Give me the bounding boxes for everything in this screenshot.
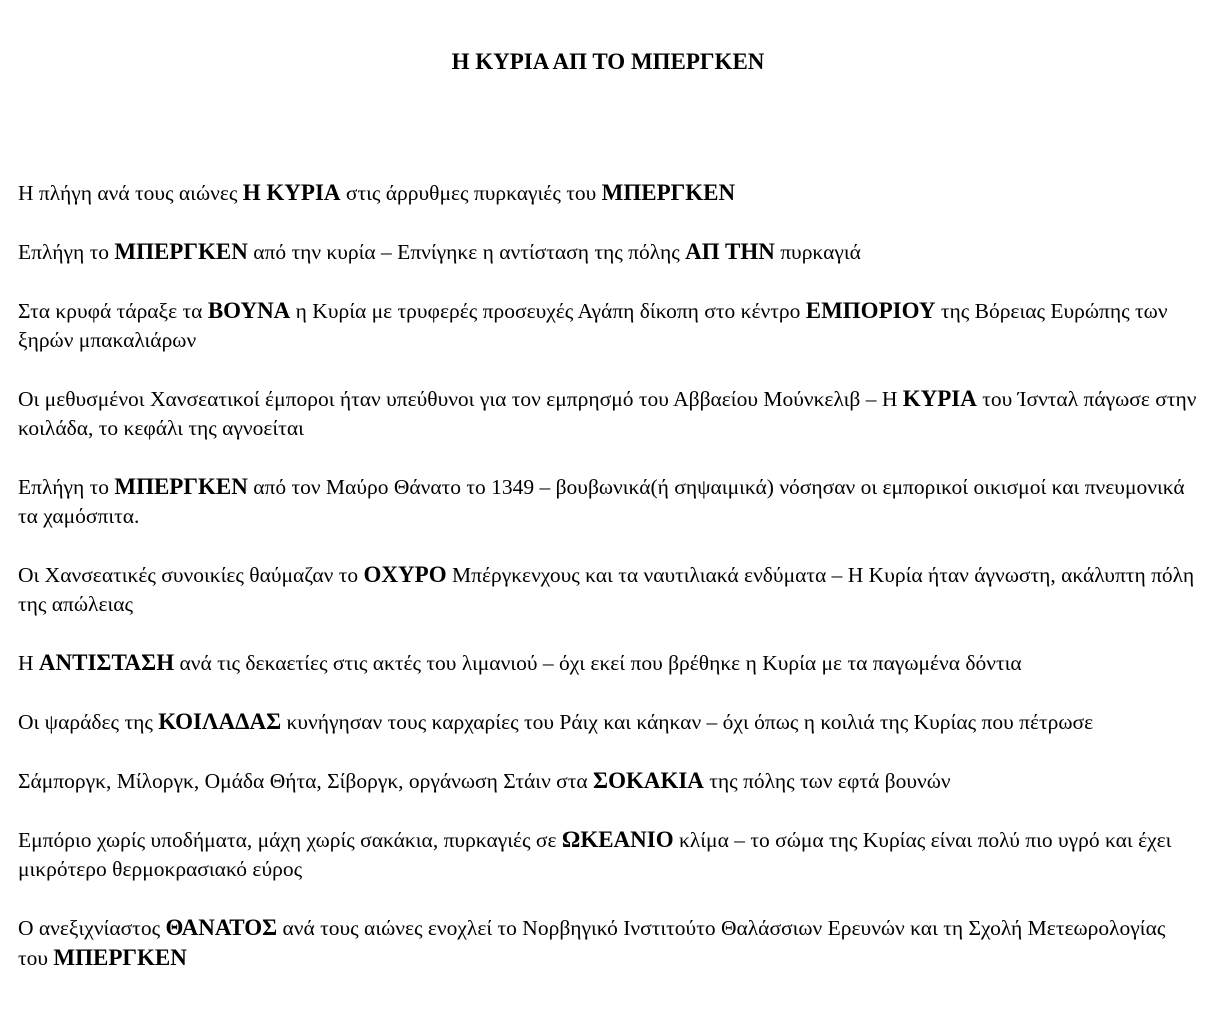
- text-run: Οι Χανσεατικές συνοικίες θαύμαζαν το: [18, 563, 364, 587]
- text-run: Ο ανεξιχνίαστος: [18, 916, 166, 940]
- text-run: Οι ψαράδες της: [18, 710, 159, 734]
- text-run: από την κυρία – Επνίγηκε η αντίσταση της πόλης: [247, 240, 686, 264]
- bold-keyword: ΕΜΠΟΡΙΟΥ: [805, 298, 936, 323]
- text-run: ανά τους αιώνες ενοχλεί το Νορβηγικό Ινστιτούτο Θαλάσσιων Ερευνών και τη Σχολή Μετεωρολογίας του: [18, 916, 1166, 970]
- text-run: πυρκαγιά: [774, 240, 861, 264]
- paragraph: [18, 707, 1200, 737]
- bold-keyword: ΜΠΕΡΓΚΕΝ: [53, 945, 187, 970]
- text-run: Μπέργκενχους και τα ναυτιλιακά ενδύματα – Η Κυρία ήταν άγνωστη, ακάλυπτη πόλη της απώλειας: [18, 563, 1195, 616]
- bold-keyword: ΟΧΥΡΟ: [363, 562, 447, 587]
- bold-keyword: ΘΑΝΑΤΟΣ: [165, 915, 278, 940]
- text-run: της Βόρειας Ευρώπης των ξηρών μπακαλιάρων: [18, 299, 1168, 352]
- paragraph: [18, 766, 1200, 796]
- bold-keyword: ΒΟΥΝΑ: [207, 298, 291, 323]
- text-run: Η πλήγη ανά τους αιώνες: [18, 181, 243, 205]
- bold-keyword: ΚΥΡΙΑ: [902, 386, 977, 411]
- paragraph: [18, 472, 1200, 531]
- text-run: Σάμποργκ, Μίλοργκ, Ομάδα Θήτα, Σίβοργκ, οργάνωση Στάιν στα: [18, 769, 594, 793]
- paragraph: [18, 178, 1200, 208]
- text-run: κλίμα – το σώμα της Κυρίας είναι πολύ πιο υγρό και έχει μικρότερο θερμοκρασιακό εύρος: [18, 828, 1172, 881]
- bold-keyword: ΜΠΕΡΓΚΕΝ: [114, 474, 248, 499]
- text-run: της πόλης των εφτά βουνών: [703, 769, 951, 793]
- paragraph: [18, 913, 1200, 973]
- text-run: από τον Μαύρο Θάνατο το 1349 – βουβωνικά(ή σηψαιμικά) νόσησαν οι εμπορικοί οικισμοί και πνευμονικά τα χαμόσπιτα.: [18, 475, 1185, 528]
- paragraph: [18, 648, 1200, 678]
- document-title: Η ΚΥΡΙΑ ΑΠ ΤΟ ΜΠΕΡΓΚΕΝ: [451, 49, 765, 74]
- text-run: ανά τις δεκαετίες στις ακτές του λιμανιού – όχι εκεί που βρέθηκε η Κυρία με τα παγωμένα δόντια: [174, 651, 1022, 675]
- text-run: του Ίσνταλ πάγωσε στην κοιλάδα, το κεφάλι της αγνοείται: [18, 387, 1197, 440]
- paragraph: [18, 384, 1200, 443]
- bold-keyword: ΚΟΙΛΑΔΑΣ: [158, 709, 282, 734]
- bold-keyword: ΑΝΤΙΣΤΑΣΗ: [38, 650, 175, 675]
- document-body: [18, 178, 1200, 1002]
- paragraph: [18, 560, 1200, 619]
- paragraph: [18, 237, 1200, 267]
- bold-keyword: ΩΚΕΑΝΙΟ: [561, 827, 674, 852]
- text-run: η Κυρία με τρυφερές προσευχές Αγάπη δίκοπη στο κέντρο: [290, 299, 806, 323]
- text-run: Η: [18, 651, 39, 675]
- paragraph: [18, 296, 1200, 355]
- bold-keyword: ΜΠΕΡΓΚΕΝ: [601, 180, 736, 205]
- bold-keyword: Η ΚΥΡΙΑ: [242, 180, 341, 205]
- paragraph: [18, 825, 1200, 884]
- text-run: στις άρρυθμες πυρκαγιές του: [340, 181, 602, 205]
- bold-keyword: ΣΟΚΑΚΙΑ: [593, 768, 704, 793]
- text-run: Επλήγη το: [18, 240, 115, 264]
- bold-keyword: ΜΠΕΡΓΚΕΝ: [114, 239, 248, 264]
- text-run: κυνήγησαν τους καρχαρίες του Ράιχ και κάηκαν – όχι όπως η κοιλιά της Κυρίας που πέτρωσε: [281, 710, 1094, 734]
- text-run: Εμπόριο χωρίς υποδήματα, μάχη χωρίς σακάκια, πυρκαγιές σε: [18, 828, 562, 852]
- text-run: Οι μεθυσμένοι Χανσεατικοί έμποροι ήταν υπεύθυνοι για τον εμπρησμό του Αββαείου Μούνκελιβ – Η: [18, 387, 903, 411]
- text-run: Επλήγη το: [18, 475, 115, 499]
- text-run: Στα κρυφά τάραξε τα: [18, 299, 208, 323]
- bold-keyword: ΑΠ ΤΗΝ: [685, 239, 775, 264]
